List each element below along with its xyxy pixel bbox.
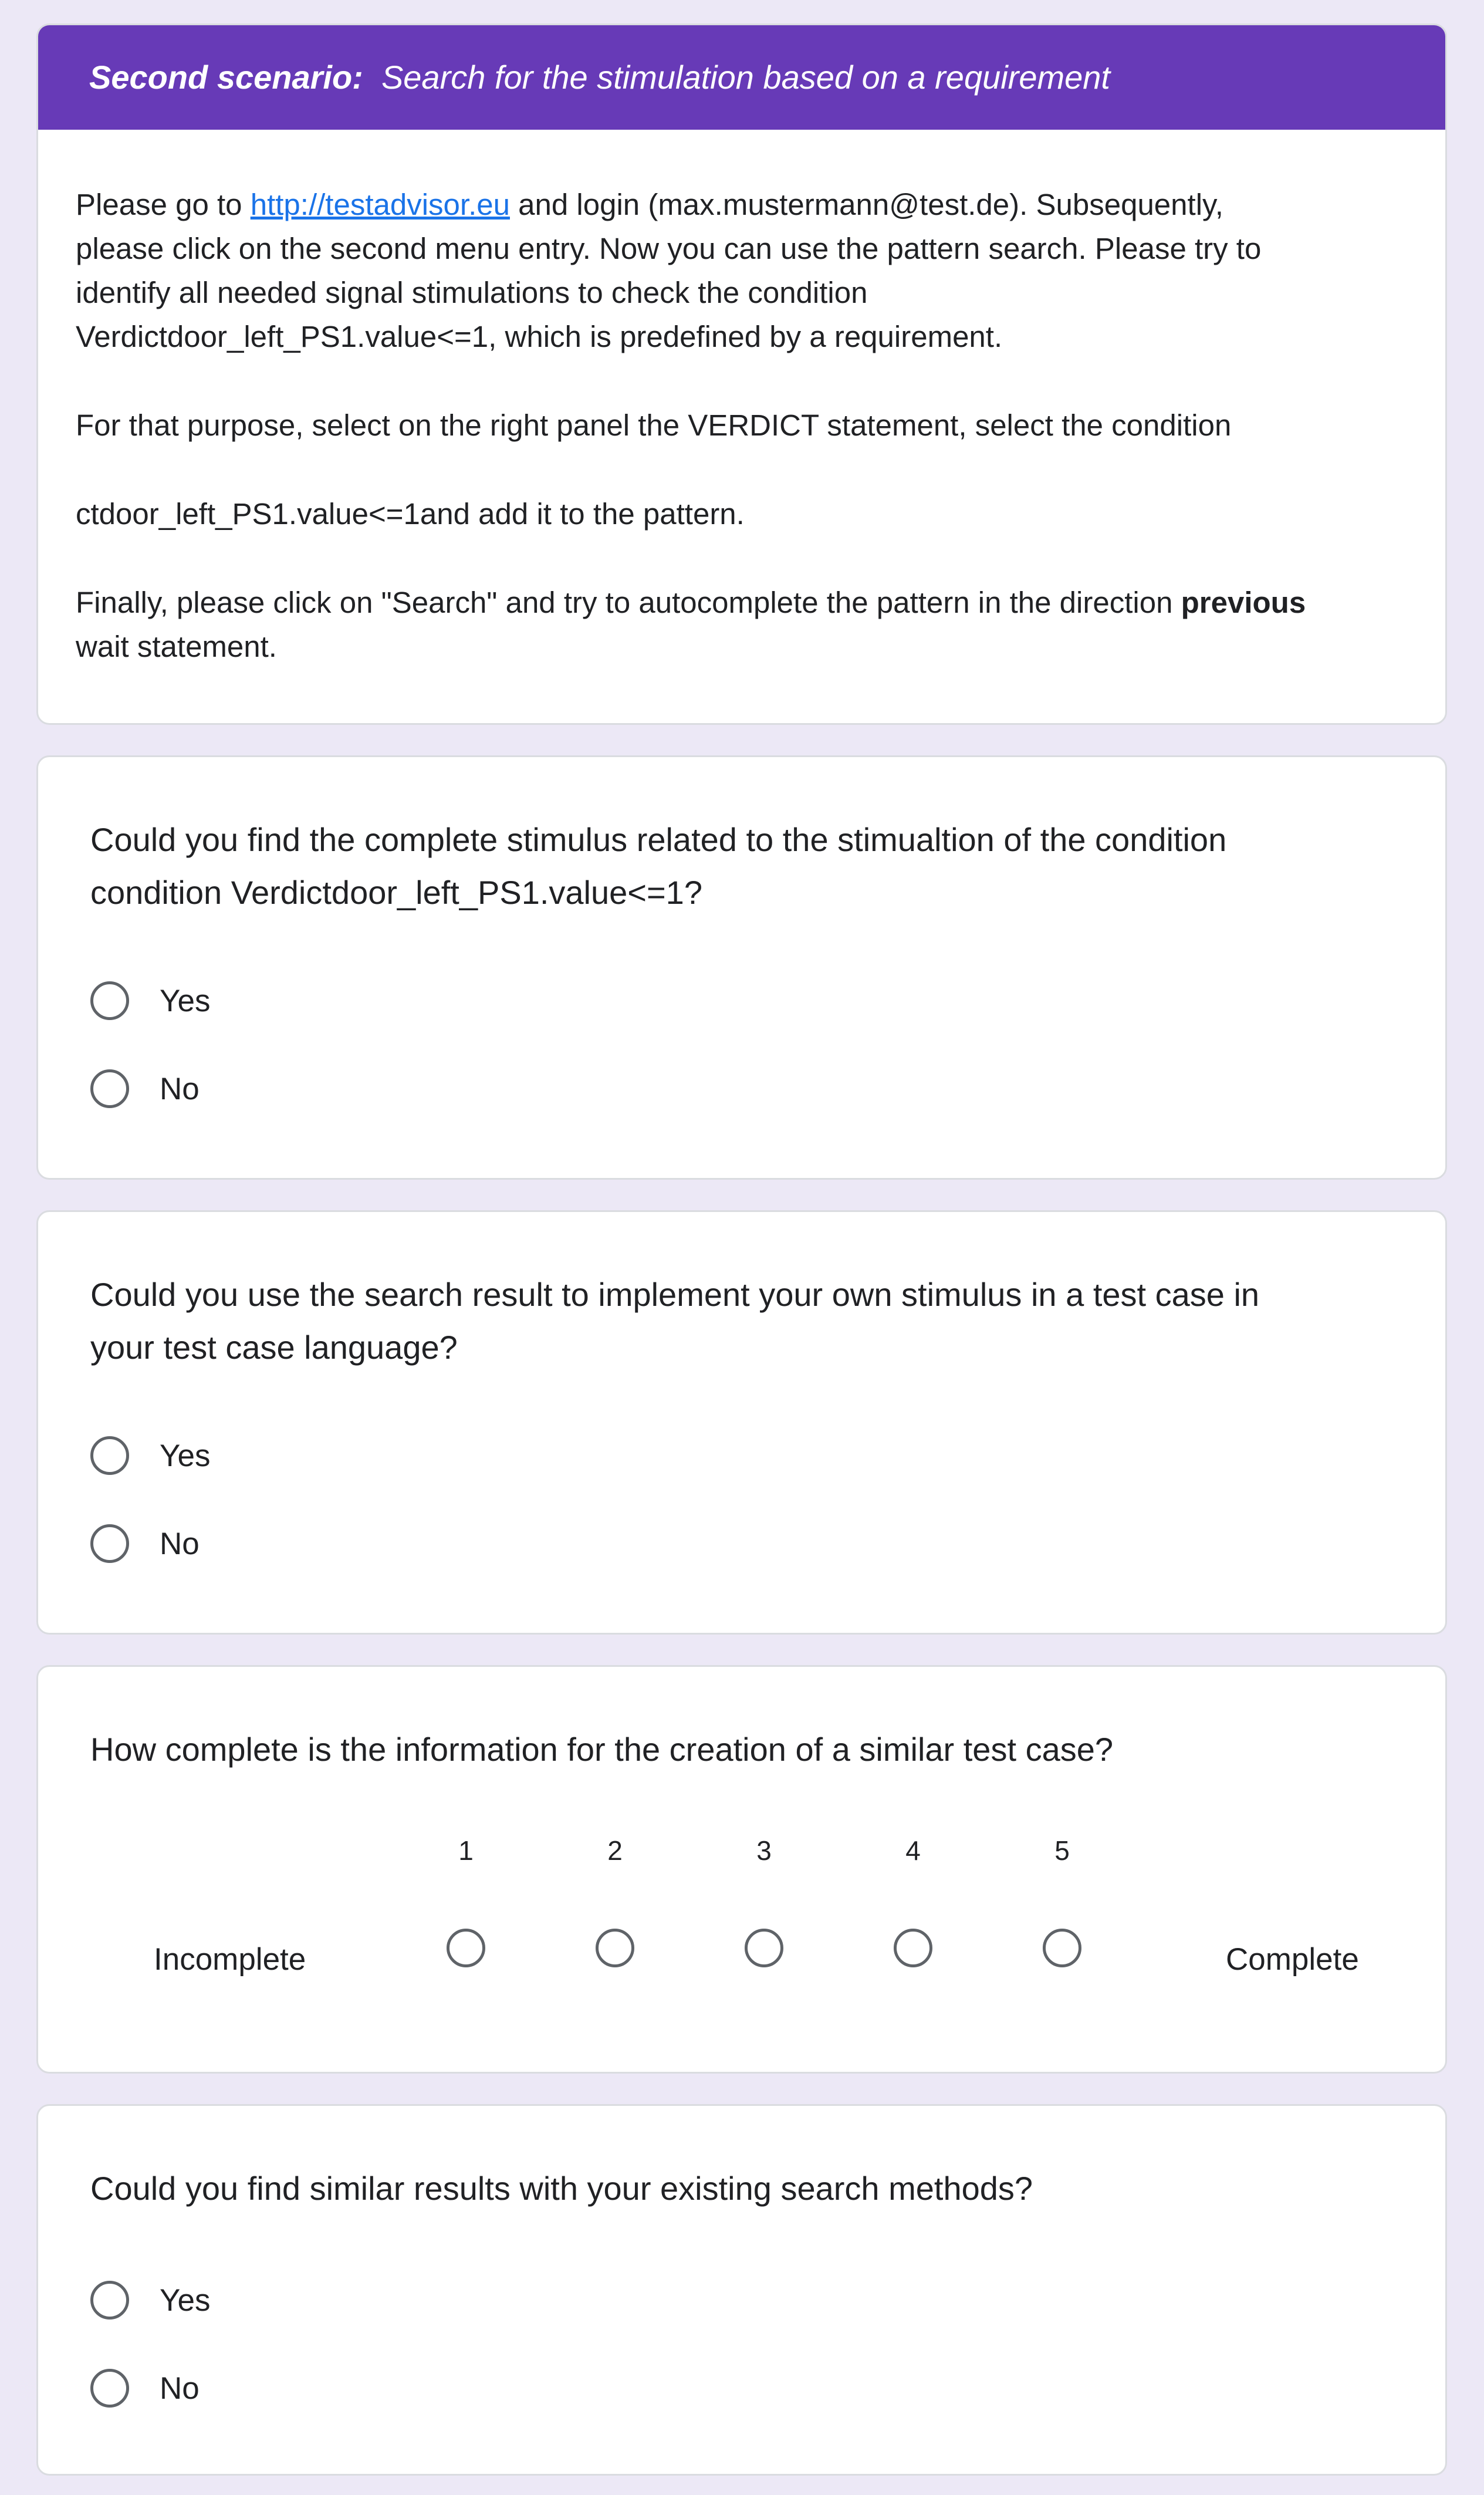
testadvisor-link[interactable]: http://testadvisor.eu xyxy=(250,188,510,221)
instruction-text: please click on the second menu entry. Now you can use the pattern search. Please try to xyxy=(76,232,1262,265)
option-label: Yes xyxy=(160,983,211,1018)
scale-number-3: 3 xyxy=(756,1835,772,1866)
instruction-paragraph-4 xyxy=(76,580,1410,669)
option-label: Yes xyxy=(160,2283,211,2318)
survey-form xyxy=(36,23,1447,2476)
question-line: your test case language? xyxy=(90,1329,458,1366)
question-text xyxy=(90,813,1398,919)
scale-high-label: Complete xyxy=(1226,1942,1359,1977)
instruction-paragraph-2: For that purpose, select on the right panel the VERDICT statement, select the condition xyxy=(76,408,1232,442)
scale-radio-4[interactable] xyxy=(894,1929,932,1967)
option-yes[interactable] xyxy=(90,957,1398,1045)
question-card-2 xyxy=(36,1210,1447,1635)
question-line: condition Verdictdoor_left_PS1.value<=1? xyxy=(90,874,702,911)
section-title-bold: Second scenario: xyxy=(89,59,363,96)
scale-number-1: 1 xyxy=(458,1835,474,1866)
scale-radio-1[interactable] xyxy=(447,1929,485,1967)
instruction-emphasis: previous xyxy=(1181,586,1306,619)
option-yes[interactable] xyxy=(90,2256,1398,2344)
option-no[interactable] xyxy=(90,1500,1398,1588)
question-card-3 xyxy=(36,1665,1447,2074)
option-label: No xyxy=(160,2371,200,2406)
radio-group xyxy=(90,957,1398,1133)
instruction-text: identify all needed signal stimulations to check the condition xyxy=(76,276,868,309)
option-yes[interactable] xyxy=(90,1412,1398,1500)
instruction-paragraph-3: ctdoor_left_PS1.value<=1and add it to the pattern. xyxy=(76,497,745,531)
question-line: How complete is the information for the creation of a similar test case? xyxy=(90,1731,1113,1768)
question-text xyxy=(90,1723,1398,1776)
instruction-text: wait statement. xyxy=(76,630,277,663)
question-card-1 xyxy=(36,755,1447,1180)
instruction-text: Please go to xyxy=(76,188,251,221)
option-label: No xyxy=(160,1526,200,1561)
instruction-paragraph-1 xyxy=(76,183,1410,359)
linear-scale xyxy=(90,1776,1398,2028)
question-line: Could you find the complete stimulus related to the stimualtion of the condition xyxy=(90,821,1227,858)
radio-button[interactable] xyxy=(90,2281,129,2320)
option-label: Yes xyxy=(160,1438,211,1473)
option-label: No xyxy=(160,1071,200,1106)
scale-low-label: Incomplete xyxy=(154,1942,306,1977)
section-header-card xyxy=(36,23,1447,725)
instruction-text: Finally, please click on "Search" and try to autocomplete the pattern in the direction xyxy=(76,586,1181,619)
scale-number-5: 5 xyxy=(1054,1835,1070,1866)
section-title xyxy=(38,25,1445,130)
section-description xyxy=(38,130,1445,669)
scale-radio-5[interactable] xyxy=(1043,1929,1081,1967)
radio-button[interactable] xyxy=(90,1069,129,1108)
scale-radio-3[interactable] xyxy=(745,1929,783,1967)
scale-number-2: 2 xyxy=(607,1835,623,1866)
question-text xyxy=(90,1268,1398,1374)
radio-button[interactable] xyxy=(90,981,129,1020)
section-title-text: Search for the stimulation based on a requirement xyxy=(381,59,1110,96)
instruction-text: and login (max.mustermann@test.de). Subsequently, xyxy=(509,188,1223,221)
question-text xyxy=(90,2162,1398,2215)
scale-radio-2[interactable] xyxy=(596,1929,634,1967)
radio-button[interactable] xyxy=(90,1436,129,1475)
radio-group xyxy=(90,2256,1398,2432)
radio-group xyxy=(90,1412,1398,1588)
option-no[interactable] xyxy=(90,1045,1398,1133)
question-line: Could you use the search result to implement your own stimulus in a test case in xyxy=(90,1276,1260,1313)
instruction-text: Verdictdoor_left_PS1.value<=1, which is predefined by a requirement. xyxy=(76,320,1003,353)
question-card-4 xyxy=(36,2104,1447,2476)
radio-button[interactable] xyxy=(90,2369,129,2408)
option-no[interactable] xyxy=(90,2344,1398,2432)
question-line: Could you find similar results with your existing search methods? xyxy=(90,2170,1033,2207)
radio-button[interactable] xyxy=(90,1524,129,1563)
scale-number-4: 4 xyxy=(905,1835,921,1866)
